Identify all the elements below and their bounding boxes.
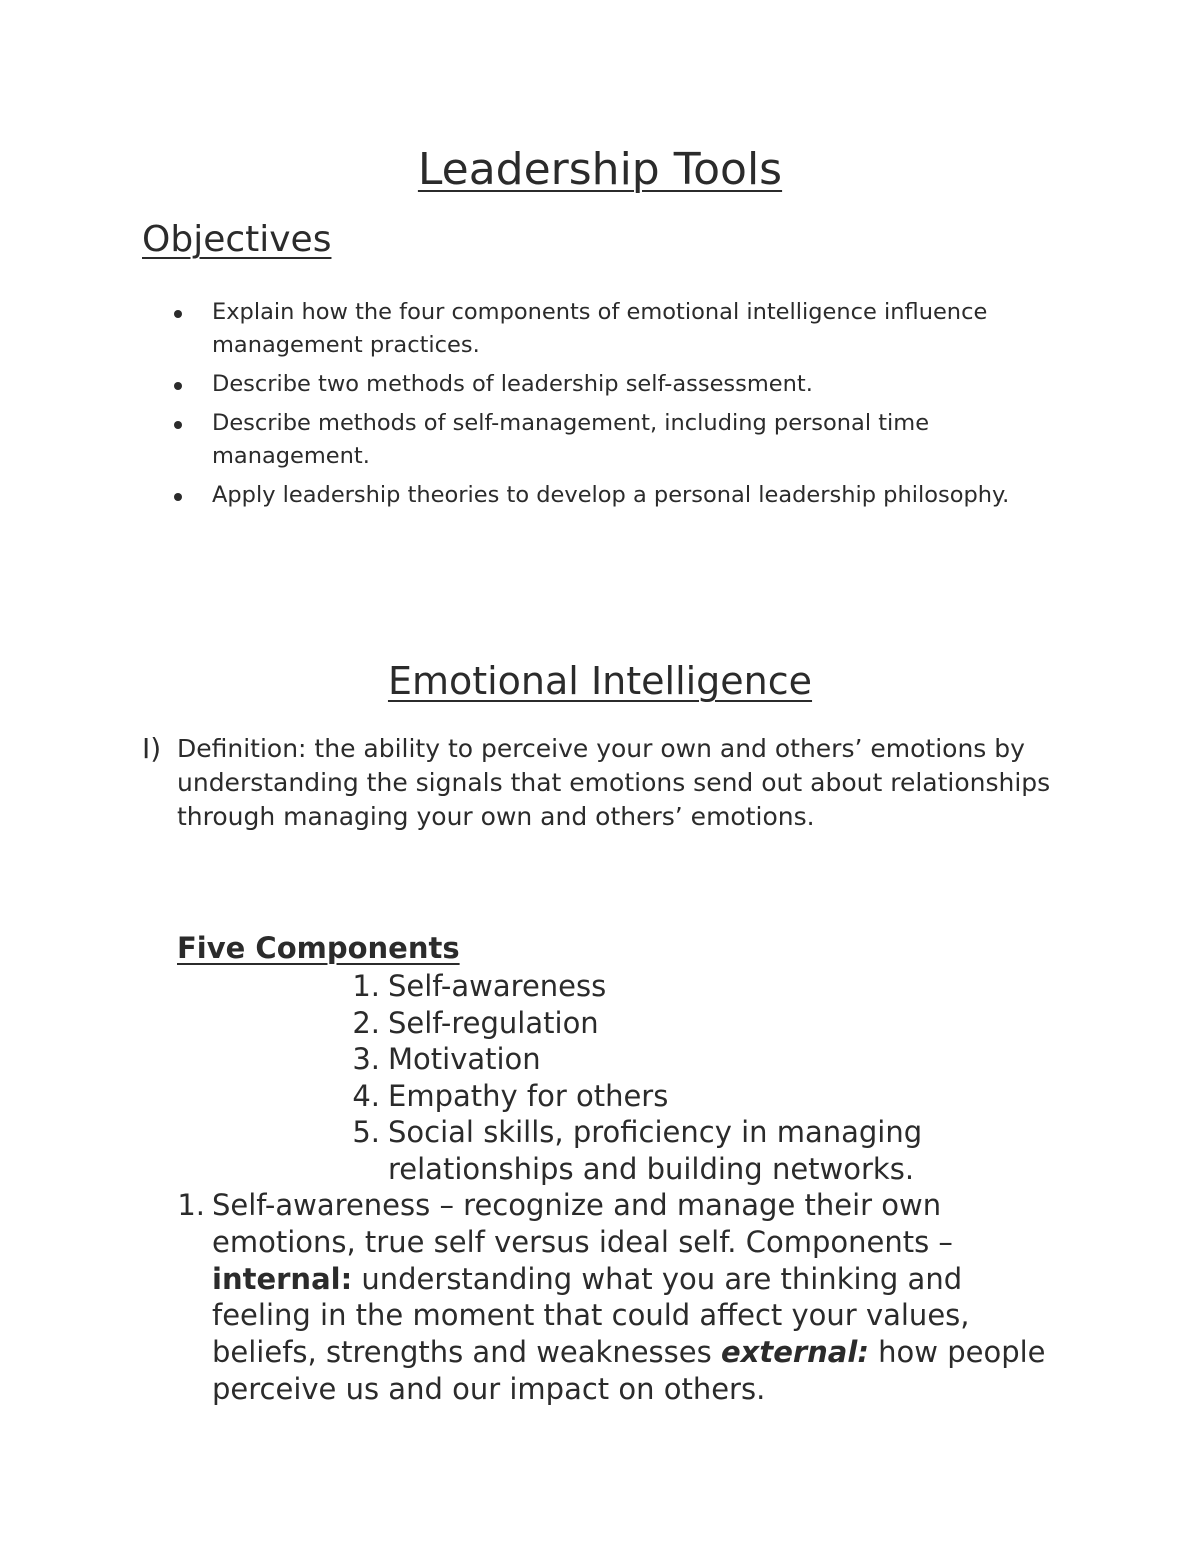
components-list [340,968,1060,1187]
external-label: external: [720,1335,869,1370]
bullet-icon [174,421,182,429]
list-item: Describe methods of self-management, including personal time management. [142,407,1062,473]
document-title: Leadership Tools [417,144,783,195]
definition-text: Definition: the ability to perceive your own and others’ emotions by understanding the signals that emotions send out about relationships through managing your own and others’ emotions. [177,734,1051,831]
list-item: 2. Self-regulation [352,1005,599,1040]
bullet-icon [174,493,182,501]
list-item: 4. Empathy for others [352,1078,669,1113]
detail-number: 1. [177,1188,205,1222]
objectives-list [142,296,1062,518]
list-item: 1. Self-awareness [352,969,607,1003]
components-heading: Five Components [177,931,460,965]
list-item: Describe two methods of leadership self-assessment. [142,368,1062,401]
internal-label: internal: [212,1261,353,1296]
list-item: Apply leadership theories to develop a personal leadership philosophy. [142,479,1062,512]
self-awareness-detail [165,1187,1065,1408]
objectives-heading: Objectives [142,219,332,260]
list-item: 3. Motivation [352,1042,541,1076]
bullet-icon [174,310,182,318]
definition-paragraph [142,732,1062,834]
bullet-icon [174,382,182,390]
section-title: Emotional Intelligence [387,659,813,703]
definition-marker: I) [142,732,162,765]
list-item: 5. Social skills, proficiency in managing relationships and building networks. [352,1115,923,1186]
detail-text: Self-awareness – recognize and manage their own emotions, true self versus ideal self. Components – internal: understanding what you are thinking and feeling in the moment that could affect your values, beliefs, strengths and weaknesses external: how people perceive us and our impact on others. [212,1188,1046,1406]
list-item: Explain how the four components of emotional intelligence influence management practices. [142,296,1062,362]
